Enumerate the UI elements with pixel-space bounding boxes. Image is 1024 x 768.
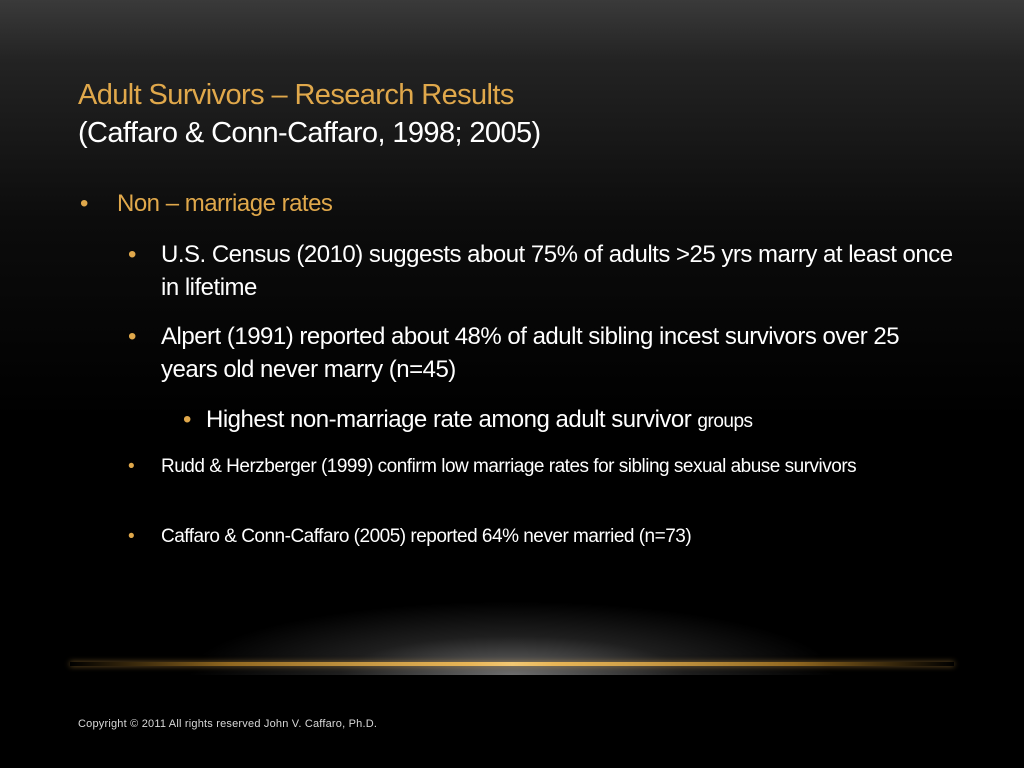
bullet-caffaro: Caffaro & Conn-Caffaro (2005) reported 64% never married (n=73) [161, 526, 692, 547]
title-line-2: (Caffaro & Conn-Caffaro, 1998; 2005) [78, 117, 541, 149]
highest-rate-text: Highest non-marriage rate among adult survivor [206, 406, 698, 433]
bullet-icon: • [128, 526, 135, 547]
highest-rate-tail: groups [697, 411, 753, 432]
bullet-non-marriage-rates: Non – marriage rates [117, 190, 333, 217]
bullet-icon: • [128, 323, 137, 350]
bullet-alpert: Alpert (1991) reported about 48% of adult sibling incest survivors over 25 years old never marry (n=45) [161, 323, 900, 383]
copyright-footer: Copyright © 2011 All rights reserved John V. Caffaro, Ph.D. [78, 718, 378, 730]
bullet-icon: • [183, 406, 192, 433]
bullet-census: U.S. Census (2010) suggests about 75% of adults >25 yrs marry at least once in lifetime [161, 241, 953, 301]
bullet-rudd-herzberger: Rudd & Herzberger (1999) confirm low marriage rates for sibling sexual abuse survivors [161, 456, 857, 477]
bullet-icon: • [80, 190, 89, 217]
bullet-highest-rate [206, 405, 966, 437]
bullet-icon: • [128, 456, 135, 477]
title-line-1: Adult Survivors – Research Results [78, 79, 514, 111]
bullet-icon: • [128, 241, 137, 268]
